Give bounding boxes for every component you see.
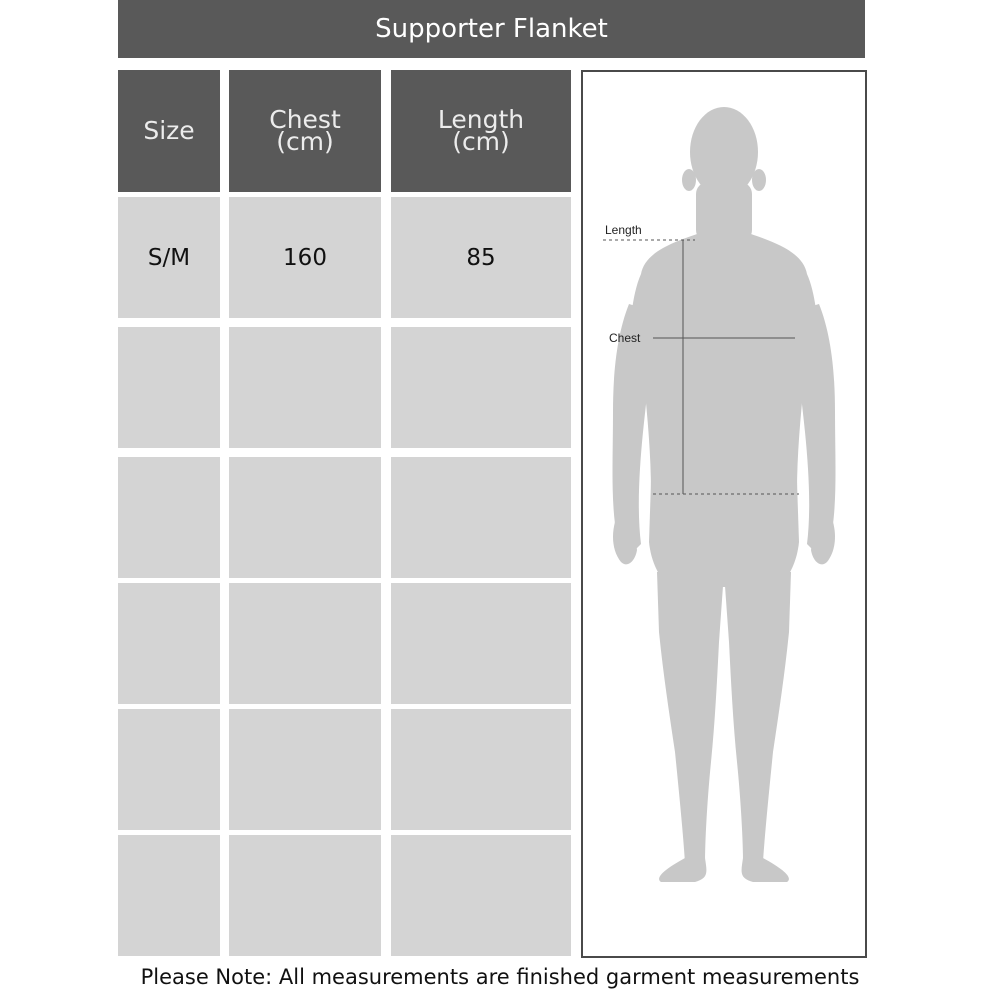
table-cell-chest xyxy=(229,197,381,318)
table-cell-size xyxy=(118,197,220,318)
page-title: Supporter Flanket xyxy=(118,0,865,58)
measurement-note: Please Note: All measurements are finished garment measurements xyxy=(140,965,860,989)
table-cell-length xyxy=(391,583,571,704)
table-cell-length xyxy=(391,709,571,830)
header-chest-label: Chest xyxy=(269,105,341,134)
table-cell-chest xyxy=(229,835,381,956)
measurement-figure-panel xyxy=(581,70,867,958)
chest-label: Chest xyxy=(609,331,641,345)
header-length xyxy=(391,70,571,192)
table-cell-chest xyxy=(229,583,381,704)
table-cell-length xyxy=(391,197,571,318)
header-length-unit: (cm) xyxy=(452,127,510,156)
header-length-label: Length xyxy=(437,105,525,134)
cell-text: S/M xyxy=(147,244,191,271)
cell-text: 160 xyxy=(283,244,327,271)
table-cell-size xyxy=(118,457,220,578)
table-cell-size xyxy=(118,583,220,704)
table-cell-size xyxy=(118,709,220,830)
cell-text: 85 xyxy=(466,244,496,271)
table-cell-chest xyxy=(229,709,381,830)
table-cell-size xyxy=(118,327,220,448)
human-silhouette-icon xyxy=(583,72,865,956)
header-chest xyxy=(229,70,381,192)
table-cell-size xyxy=(118,835,220,956)
table-cell-chest xyxy=(229,457,381,578)
header-size-label: Size xyxy=(143,116,195,145)
header-chest-unit: (cm) xyxy=(276,127,334,156)
length-label: Length xyxy=(605,223,642,237)
table-cell-chest xyxy=(229,327,381,448)
header-size xyxy=(118,70,220,192)
table-cell-length xyxy=(391,457,571,578)
table-cell-length xyxy=(391,835,571,956)
table-cell-length xyxy=(391,327,571,448)
